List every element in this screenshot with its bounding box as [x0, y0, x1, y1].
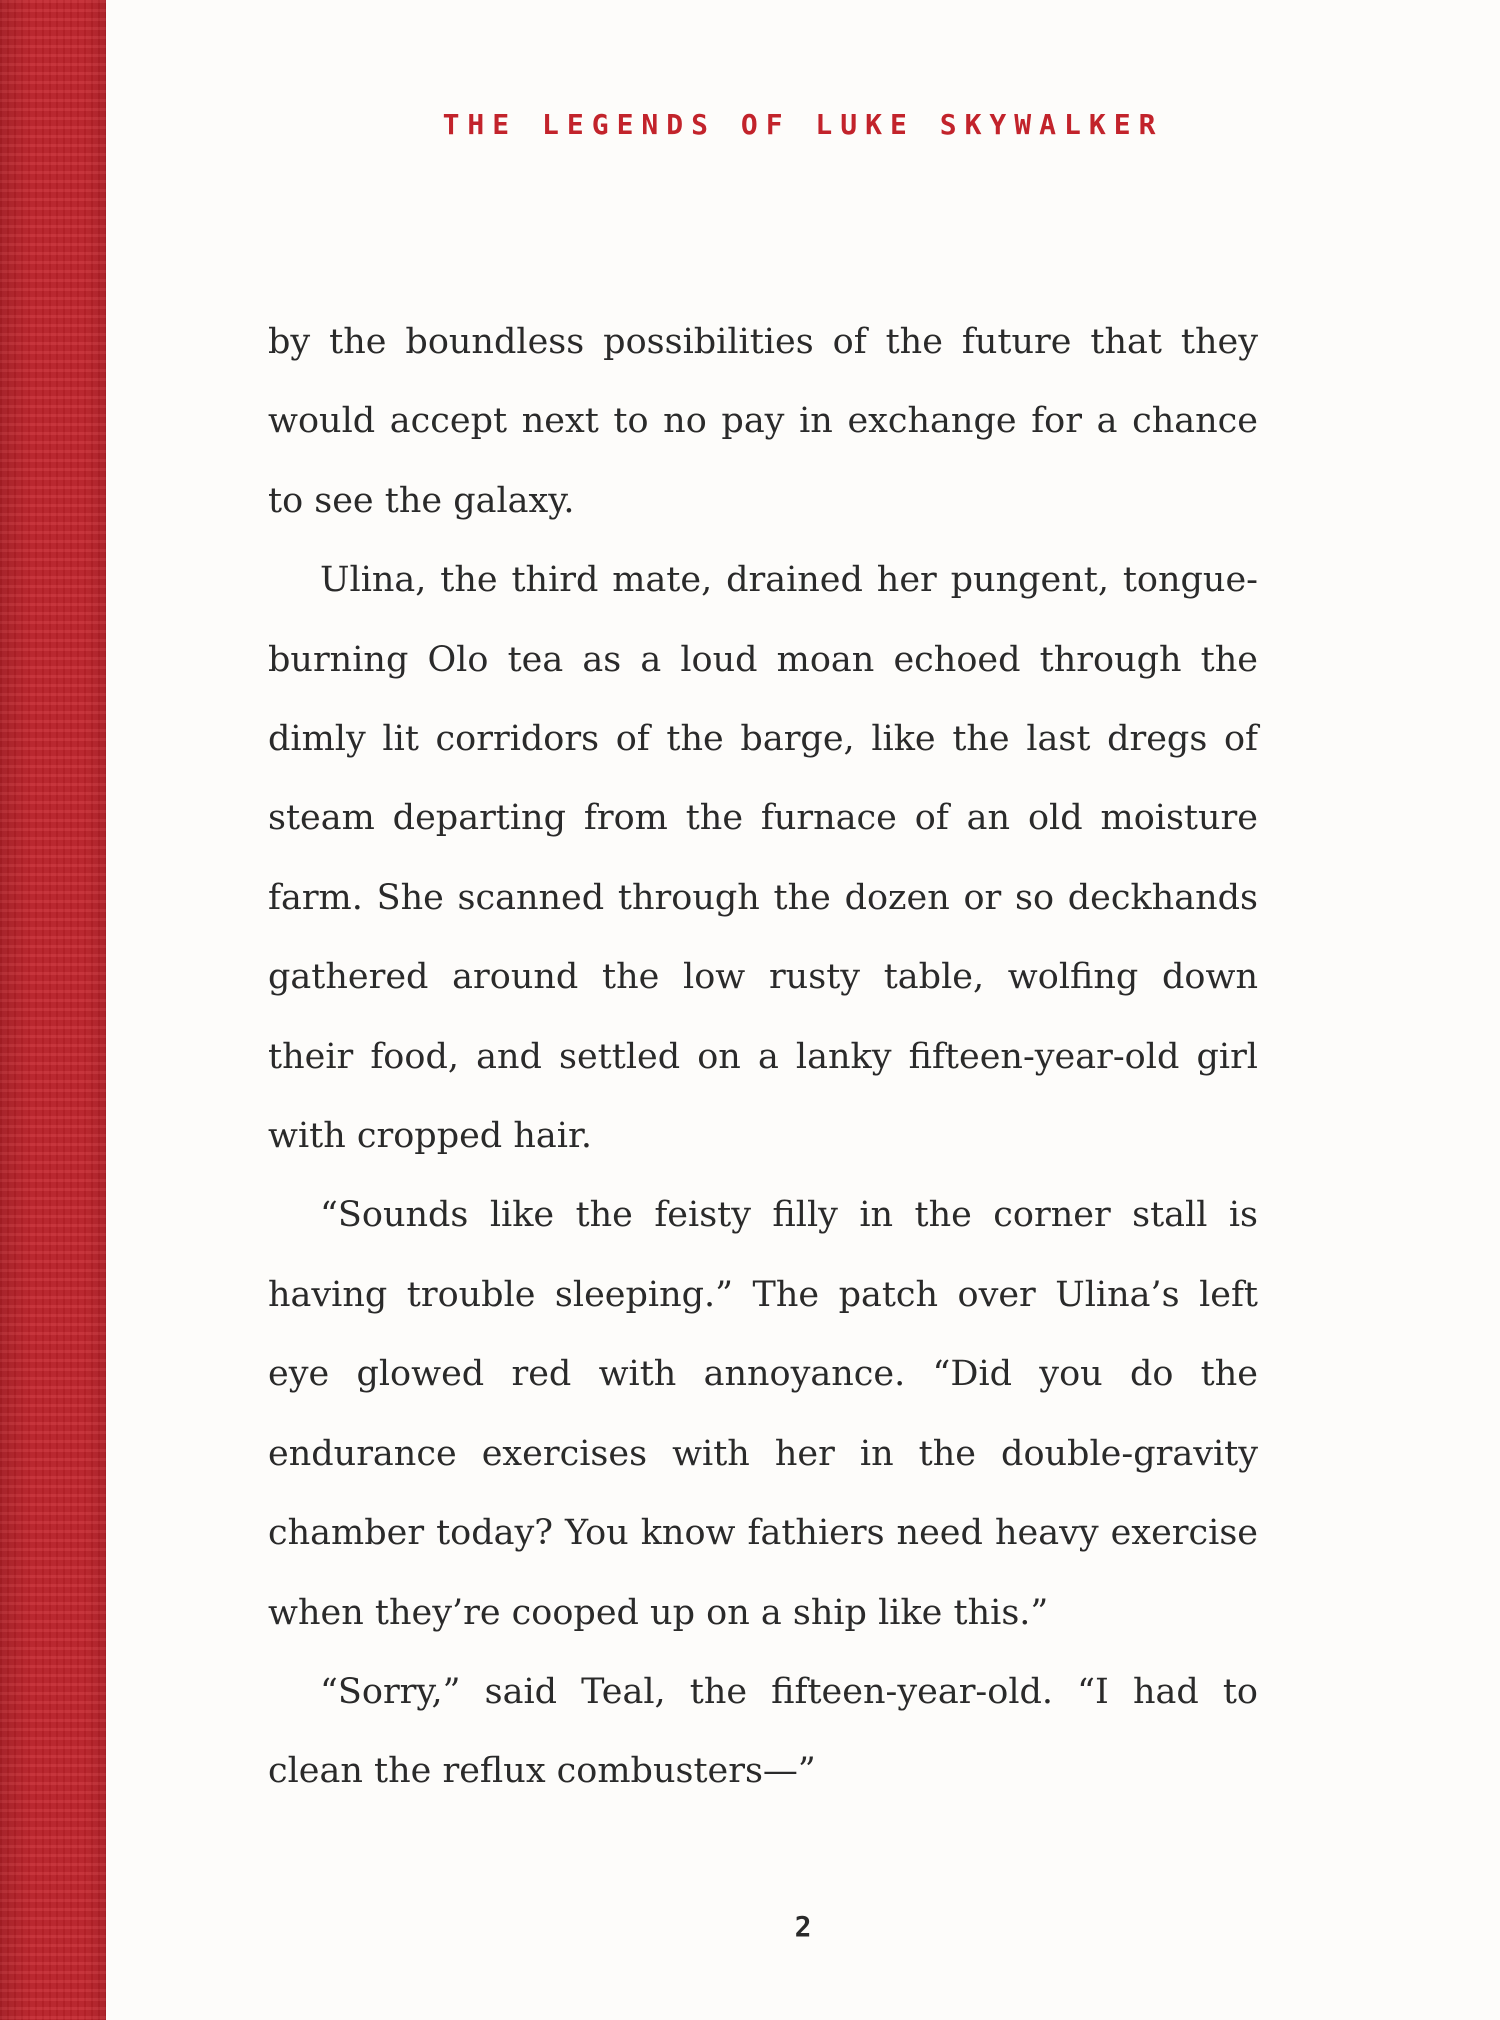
paragraph: “Sorry,” said Teal, the fifteen-year-old. “I had to clean the reflux combusters—” — [268, 1671, 1258, 1792]
body-text — [268, 303, 1258, 1812]
paragraph-continuation: by the boundless possibilities of the future that they would accept next to no pay in exchange for a chance to see the galaxy. — [268, 322, 1258, 521]
paragraph: Ulina, the third mate, drained her pungent, tongue-burning Olo tea as a loud moan echoed through the dimly lit corridors of the barge, like the last dregs of steam departing from the furnace of an old moisture farm. She scanned through the dozen or so deckhands gathered around the low rusty table, wolfing down their food, and settled on a lanky fifteen-year-old girl with cropped hair. — [268, 560, 1258, 1157]
running-header: THE LEGENDS OF LUKE SKYWALKER — [442, 108, 1164, 141]
paragraph: “Sounds like the feisty filly in the corner stall is having trouble sleeping.” The patch over Ulina’s left eye glowed red with annoyance. “Did you do the endurance exercises with her in the double-gravity chamber today? You know fathiers need heavy exercise when they’re cooped up on a ship like this.” — [268, 1195, 1258, 1633]
page-number: 2 — [794, 1910, 812, 1943]
book-spine-edge — [0, 0, 106, 2020]
